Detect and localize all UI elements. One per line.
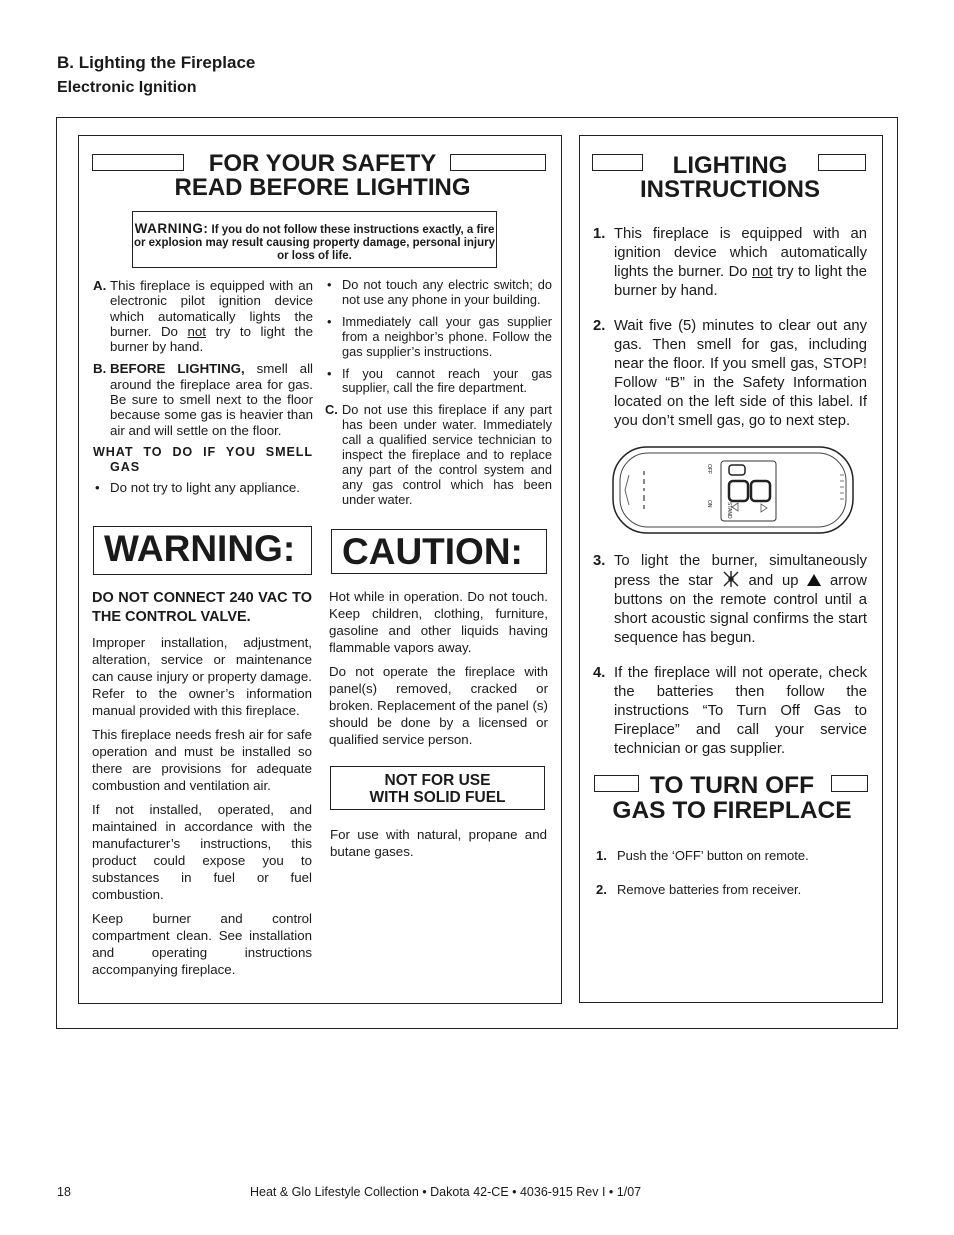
turnoff-step-1-text: Push the ‘OFF’ button on remote. bbox=[617, 848, 809, 863]
safety-item-c bbox=[325, 403, 552, 507]
turnoff-heading bbox=[600, 773, 864, 823]
turnoff-step-2 bbox=[596, 882, 801, 897]
step-1-text: This fireplace is equipped with an ignition device which automatically lights the burner. Do bbox=[614, 226, 867, 280]
remote-off-label: OFF bbox=[706, 464, 712, 474]
item-c-label: C. bbox=[325, 402, 338, 418]
safety-column-1 bbox=[93, 278, 313, 502]
step-4-number: 4. bbox=[593, 665, 606, 681]
footer-text: Heat & Glo Lifestyle Collection • Dakota 42-CE • 4036-915 Rev I • 1/07 bbox=[250, 1185, 642, 1199]
turnoff-heading-line2: GAS TO FIREPLACE bbox=[612, 797, 852, 824]
warning-p2: This fireplace needs fresh air for safe operation and must be installed so there are provisions for adequate combustion and ventilation air. bbox=[92, 727, 312, 793]
section-subtitle: Electronic Ignition bbox=[57, 79, 197, 96]
item-b-label: B. bbox=[93, 361, 107, 377]
step-4-text: If the fireplace will not operate, check the batteries then follow the instructions “To Turn Off Gas to Fireplace” and call your service technician or gas supplier. bbox=[614, 665, 867, 757]
lighting-steps-bottom bbox=[593, 552, 867, 759]
step-1-text-end: try to light the burner by hand. bbox=[614, 264, 867, 299]
turnoff-step-1 bbox=[596, 848, 809, 863]
warning-keyword: WARNING: bbox=[134, 221, 209, 236]
warning-p4: Keep burner and control compartment clean. See installation and operating instructions accompanying fireplace. bbox=[92, 911, 312, 977]
turnoff-step-1-number: 1. bbox=[596, 848, 607, 863]
star-icon bbox=[722, 571, 740, 587]
warning-notice bbox=[132, 211, 497, 268]
caution-p2: Do not operate the fireplace with panel(s) removed, cracked or broken. Replacement of the panel (s) should be done by a licensed or qualified service person. bbox=[329, 664, 548, 747]
safety-item-b bbox=[93, 361, 313, 437]
safety-heading-line1: FOR YOUR SAFETY bbox=[208, 150, 437, 177]
solid-fuel-line1: NOT FOR USE bbox=[384, 772, 491, 789]
step-2-text: Wait five (5) minutes to clear out any gas. Then smell for gas, including near the floor. If you smell gas, STOP! Follow “B” in the Safety Information located on the left side of this label. If you don’t smell gas, go to next step. bbox=[614, 318, 867, 429]
lighting-heading bbox=[630, 154, 830, 202]
smell-gas-heading: WHAT TO DO IF YOU SMELL GAS bbox=[93, 444, 313, 475]
warning-p3: If not installed, operated, and maintained in accordance with the manufacturer’s instructions, this product could expose you to substances in fuel or fuel combustion. bbox=[92, 802, 312, 902]
solid-fuel-notice bbox=[330, 766, 545, 810]
caution-p1: Hot while in operation. Do not touch. Keep children, clothing, furniture, gasoline and other liquids having flammable vapors away. bbox=[329, 589, 548, 655]
lighting-step-3 bbox=[593, 552, 867, 648]
safety-heading-line2: READ BEFORE LIGHTING bbox=[174, 174, 471, 201]
bullet-4: • If you cannot reach your gas supplier, call the fire department. bbox=[325, 367, 552, 397]
warning-p1: Improper installation, adjustment, alteration, service or maintenance can cause injury or property damage. Refer to the owner’s information manual provided with this fireplace. bbox=[92, 635, 312, 718]
section-title: B. Lighting the Fireplace bbox=[57, 53, 256, 72]
warning-text: If you do not follow these instructions exactly, a fire or explosion may result causing property damage, personal injury or loss of life. bbox=[133, 224, 496, 262]
step-3-text: To light the burner, simultaneously press the star bbox=[614, 553, 867, 589]
step-3-text-mid: and up bbox=[739, 573, 808, 589]
turnoff-heading-line1: TO TURN OFF bbox=[649, 772, 815, 799]
step-3-number: 3. bbox=[593, 553, 606, 569]
remote-stand-label: STAND bbox=[726, 502, 732, 519]
item-c-text: Do not use this fireplace if any part has been under water. Immediately call a qualified service technician to inspect the fireplace and to replace any part of the control system and any gas control which has been under water. bbox=[342, 402, 552, 507]
lighting-steps-top bbox=[593, 225, 867, 431]
up-arrow-icon bbox=[807, 574, 821, 586]
bullet-3: • Immediately call your gas supplier from a neighbor’s phone. Follow the gas supplier’s instructions. bbox=[325, 315, 552, 360]
item-a-text: This fireplace is equipped with an electronic pilot ignition device which automatically lights the burner. Do bbox=[110, 278, 313, 339]
bullet-2: • Do not touch any electric switch; do not use any phone in your building. bbox=[325, 278, 552, 308]
safety-heading bbox=[150, 152, 495, 200]
item-a-not: not bbox=[187, 323, 207, 339]
step-3-text-end: arrow buttons on the remote control until a short acoustic signal confirms the start sequence has begun. bbox=[614, 573, 867, 646]
lighting-heading-line2: INSTRUCTIONS bbox=[640, 176, 820, 203]
step-2-number: 2. bbox=[593, 318, 606, 334]
step-1-number: 1. bbox=[593, 226, 606, 242]
bullet-1: • Do not try to light any appliance. bbox=[93, 480, 313, 495]
remote-control-illustration bbox=[611, 443, 857, 537]
lighting-heading-line1: LIGHTING bbox=[672, 152, 788, 179]
solid-fuel-line2: WITH SOLID FUEL bbox=[369, 789, 506, 806]
page-number: 18 bbox=[57, 1185, 71, 1199]
turnoff-step-2-number: 2. bbox=[596, 882, 607, 897]
item-a-label: A. bbox=[93, 278, 107, 293]
warning-column bbox=[92, 589, 312, 985]
item-a-text-end: try to light the burner by hand. bbox=[110, 323, 313, 355]
item-b-bold: BEFORE LIGHTING, bbox=[110, 361, 245, 377]
lighting-step-1 bbox=[593, 225, 867, 301]
step-1-not: not bbox=[752, 264, 773, 280]
safety-column-2 bbox=[325, 278, 552, 515]
remote-on-label: ON bbox=[706, 500, 712, 508]
lighting-step-4 bbox=[593, 664, 867, 759]
caution-title: CAUTION: bbox=[331, 529, 547, 574]
item-b-text: smell all around the fireplace area for gas. Be sure to smell next to the floor because some gas is heavier than air and will settle on the floor. bbox=[110, 361, 313, 438]
caution-p3: For use with natural, propane and butane gases. bbox=[330, 827, 547, 859]
safety-item-a bbox=[93, 278, 313, 354]
lighting-step-2 bbox=[593, 317, 867, 431]
warning-caps: DO NOT CONNECT 240 VAC TO THE CONTROL VALVE. bbox=[92, 590, 312, 625]
caution-column bbox=[329, 588, 548, 755]
warning-title: WARNING: bbox=[93, 526, 312, 575]
turnoff-step-2-text: Remove batteries from receiver. bbox=[617, 882, 802, 897]
